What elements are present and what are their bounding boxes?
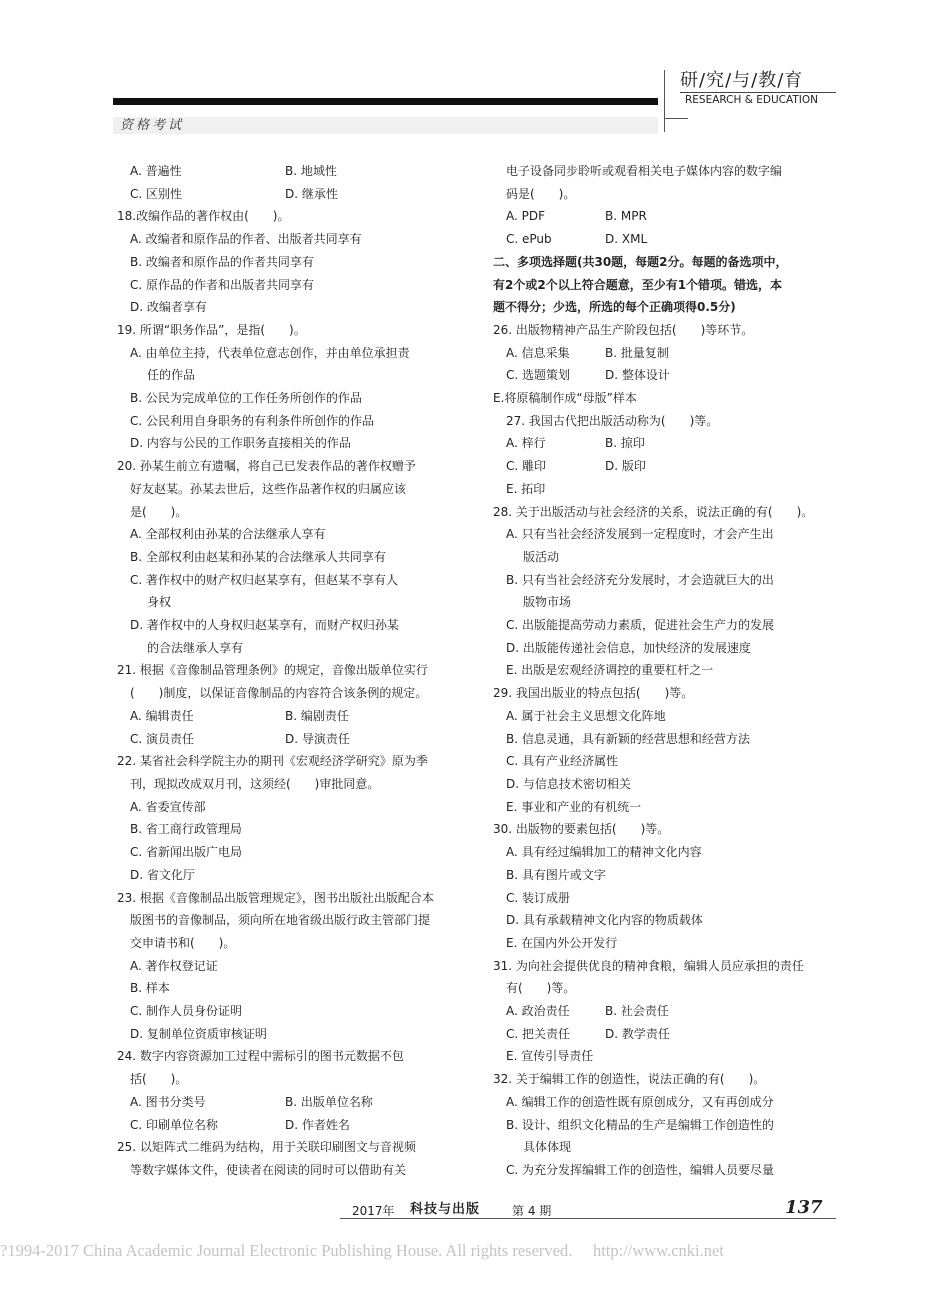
- header-divider-tick: [664, 118, 688, 119]
- question-line: 29. 我国出版业的特点包括( )等。: [493, 686, 694, 701]
- option-text: D. 整体设计: [605, 368, 670, 383]
- option-line: C. 著作权中的财产权归赵某享有，但赵某不享有人: [130, 572, 399, 587]
- option-line: C. 具有产业经济属性: [506, 754, 619, 769]
- option-line: E. 出版是宏观经济调控的重要杠杆之一: [506, 663, 714, 678]
- page-number: 137: [785, 1197, 823, 1218]
- option-line: C. 为充分发挥编辑工作的创造性，编辑人员要尽量: [506, 1162, 775, 1177]
- question-line: 30. 出版物的要素包括( )等。: [493, 822, 670, 837]
- option-line: B. 设计、组织文化精品的生产是编辑工作创造性的: [506, 1117, 774, 1132]
- option-line: B. 省工商行政管理局: [130, 822, 242, 837]
- option-line: B. 全部权利由赵某和孙某的合法继承人共同享有: [130, 549, 386, 564]
- option-text: B. 批量复制: [605, 345, 669, 360]
- question-line: 28. 关于出版活动与社会经济的关系，说法正确的有( )。: [493, 504, 814, 519]
- left-column: [117, 160, 467, 1182]
- option-text: B. 掠印: [605, 436, 645, 451]
- footer-year: 2017年: [352, 1204, 395, 1218]
- section-strip: [113, 117, 658, 134]
- option-line: C. 公民利用自身职务的有利条件所创作的作品: [130, 413, 375, 428]
- option-line: C. 制作人员身份证明: [130, 1004, 243, 1019]
- option-continuation: 身权: [147, 595, 172, 610]
- option-text: A. 信息采集: [506, 345, 570, 360]
- option-row: [117, 160, 467, 183]
- option-line: D. 内容与公民的工作职务直接相关的作品: [130, 436, 351, 451]
- header-rule: [113, 98, 658, 105]
- copyright-watermark: [0, 1241, 724, 1261]
- option-text: C. 雕印: [506, 459, 547, 474]
- option-line: A. 改编者和原作品的作者、出版者共同享有: [130, 232, 362, 247]
- option-text: D. 继承性: [285, 186, 338, 201]
- option-line: D. 著作权中的人身权归赵某享有，而财产权归孙某: [130, 618, 399, 633]
- option-line: B. 公民为完成单位的工作任务所创作的作品: [130, 391, 362, 406]
- option-line: D. 与信息技术密切相关: [506, 776, 631, 791]
- option-line: D. 复制单位资质审核证明: [130, 1026, 267, 1041]
- option-continuation: 版物市场: [523, 595, 572, 610]
- option-line: A. 编辑工作的创造性既有原创成分，又有再创成分: [506, 1094, 774, 1109]
- option-text: A. 编辑责任: [130, 708, 194, 723]
- option-row: [117, 705, 467, 728]
- option-row: [117, 1114, 467, 1137]
- section-heading: 有2个或2个以上符合题意，至少有1个错项。错选，本: [493, 277, 783, 292]
- option-continuation: 的合法继承人享有: [147, 640, 244, 655]
- question-continuation: 好友赵某。孙某去世后，这些作品著作权的归属应该: [130, 481, 407, 496]
- footer-journal-name: 科技与出版: [410, 1202, 481, 1217]
- journal-title-en: RESEARCH & EDUCATION: [685, 94, 819, 106]
- question-line: 19. 所谓“职务作品”，是指( )。: [117, 322, 306, 337]
- option-row: [117, 183, 467, 206]
- section-heading: 二、多项选择题(共30题，每题2分。每题的备选项中，: [493, 254, 788, 269]
- option-text: C. 把关责任: [506, 1026, 571, 1041]
- question-line: 22. 某省社会科学院主办的期刊《宏观经济学研究》原为季: [117, 754, 428, 769]
- question-line: 24. 数字内容资源加工过程中需标引的图书元数据不包: [117, 1049, 404, 1064]
- section-heading: 题不得分；少选，所选的每个正确项得0.5分): [493, 300, 736, 315]
- option-line: B. 具有图片或文字: [506, 867, 606, 882]
- right-column: [493, 160, 843, 1182]
- option-line: C. 装订成册: [506, 890, 571, 905]
- option-row: [493, 455, 843, 478]
- option-text: D. 版印: [605, 459, 646, 474]
- question-line: 31. 为向社会提供优良的精神食粮，编辑人员应承担的责任: [493, 958, 804, 973]
- option-row: [493, 432, 843, 455]
- question-continuation: 27. 我国古代把出版活动称为( )等。: [506, 413, 719, 428]
- question-continuation: 括( )。: [130, 1072, 188, 1087]
- question-continuation: 等数字媒体文件，使读者在阅读的同时可以借助有关: [130, 1162, 407, 1177]
- question-continuation: 是( )。: [130, 504, 188, 519]
- option-text: D. 教学责任: [605, 1026, 670, 1041]
- option-text: D. 作者姓名: [285, 1117, 350, 1132]
- option-row: [493, 228, 843, 251]
- option-text: A. 图书分类号: [130, 1094, 206, 1109]
- option-line: A. 著作权登记证: [130, 958, 218, 973]
- header-divider: [664, 70, 665, 132]
- footer-issue: 第 4 期: [512, 1204, 552, 1218]
- option-row: [493, 1023, 843, 1046]
- option-row: [117, 728, 467, 751]
- option-line: D. 具有承载精神文化内容的物质载体: [506, 913, 703, 928]
- question-line: 32. 关于编辑工作的创造性，说法正确的有( )。: [493, 1072, 766, 1087]
- option-text: C. 演员责任: [130, 731, 195, 746]
- option-line: B. 信息灵通，具有新颖的经营思想和经营方法: [506, 731, 750, 746]
- option-row: [493, 342, 843, 365]
- option-text: B. 社会责任: [605, 1004, 669, 1019]
- question-continuation: 交申请书和( )。: [130, 935, 236, 950]
- question-line: 21. 根据《音像制品管理条例》的规定，音像出版单位实行: [117, 663, 428, 678]
- question-line: 23. 根据《音像制品出版管理规定》，图书出版社出版配合本: [117, 890, 434, 905]
- option-line: A. 由单位主持，代表单位意志创作，并由单位承担责: [130, 345, 410, 360]
- option-row: [493, 205, 843, 228]
- question-line: 18.改编作品的著作权由( )。: [117, 209, 290, 224]
- footer-rule: [340, 1218, 836, 1219]
- option-line: B. 样本: [130, 981, 170, 996]
- option-row: [493, 1000, 843, 1023]
- option-text: C. 印刷单位名称: [130, 1117, 219, 1132]
- option-text: D. XML: [605, 232, 648, 247]
- question-line: E.将原稿制作成“母版”样本: [493, 391, 637, 406]
- question-line: 20. 孙某生前立有遗嘱，将自己已发表作品的著作权赠予: [117, 459, 416, 474]
- question-continuation: 码是( )。: [506, 186, 576, 201]
- option-line: A. 省委宣传部: [130, 799, 206, 814]
- option-line: E. 宣传引导责任: [506, 1049, 594, 1064]
- option-text: B. 出版单位名称: [285, 1094, 373, 1109]
- copyright-text: ?1994-2017 China Academic Journal Electronic Publishing House. All rights reserved.: [0, 1241, 573, 1260]
- option-text: C. 选题策划: [506, 368, 571, 383]
- option-continuation: 具体体现: [523, 1140, 572, 1155]
- option-line: C. 省新闻出版广电局: [130, 845, 243, 860]
- question-continuation: 有( )等。: [506, 981, 576, 996]
- option-line: D. 出版能传递社会信息，加快经济的发展速度: [506, 640, 751, 655]
- option-row: [117, 1091, 467, 1114]
- question-line: 26. 出版物精神产品生产阶段包括( )等环节。: [493, 322, 754, 337]
- section-label: 资格考试: [120, 118, 185, 133]
- watermark-url: http://www.cnki.net: [592, 1241, 724, 1260]
- option-text: B. MPR: [605, 209, 647, 224]
- option-line: E. 在国内外公开发行: [506, 935, 618, 950]
- option-line: D. 改编者享有: [130, 300, 207, 315]
- journal-title-rule: [680, 92, 836, 93]
- question-continuation: 刊，现拟改成双月刊，这须经( )审批同意。: [130, 776, 380, 791]
- option-line: C. 出版能提高劳动力素质，促进社会生产力的发展: [506, 618, 775, 633]
- option-line: B. 改编者和原作品的作者共同享有: [130, 254, 314, 269]
- option-text: A. 政治责任: [506, 1004, 570, 1019]
- option-text: C. 区别性: [130, 186, 183, 201]
- option-text: A. PDF: [506, 209, 546, 224]
- option-text: D. 导演责任: [285, 731, 350, 746]
- option-continuation: 任的作品: [147, 368, 196, 383]
- option-line: A. 具有经过编辑加工的精神文化内容: [506, 845, 702, 860]
- option-line: C. 原作品的作者和出版者共同享有: [130, 277, 315, 292]
- option-text: B. 地域性: [285, 164, 337, 178]
- question-line: 25. 以矩阵式二维码为结构，用于关联印刷图文与音视频: [117, 1140, 416, 1155]
- option-line: A. 属于社会主义思想文化阵地: [506, 708, 666, 723]
- option-row: [493, 364, 843, 387]
- option-line: D. 省文化厅: [130, 867, 195, 882]
- option-line: A. 只有当社会经济发展到一定程度时，才会产生出: [506, 527, 774, 542]
- question-continuation: 电子设备同步聆听或观看相关电子媒体内容的数字编: [506, 164, 783, 178]
- option-line: E. 事业和产业的有机统一: [506, 799, 642, 814]
- option-text: B. 编剧责任: [285, 708, 349, 723]
- option-line: A. 全部权利由孙某的合法继承人享有: [130, 527, 326, 542]
- option-line: B. 只有当社会经济充分发展时，才会造就巨大的出: [506, 572, 774, 587]
- option-text: A. 普遍性: [130, 164, 182, 178]
- journal-title-cn: 研/究/与/教/育: [680, 70, 804, 91]
- question-continuation: ( )制度，以保证音像制品的内容符合该条例的规定。: [130, 686, 428, 701]
- option-text: A. 梓行: [506, 436, 546, 451]
- option-text: C. ePub: [506, 232, 552, 247]
- question-continuation: 版图书的音像制品，须向所在地省级出版行政主管部门提: [130, 913, 431, 928]
- option-continuation: 版活动: [523, 549, 560, 564]
- option-line: E. 拓印: [506, 481, 546, 496]
